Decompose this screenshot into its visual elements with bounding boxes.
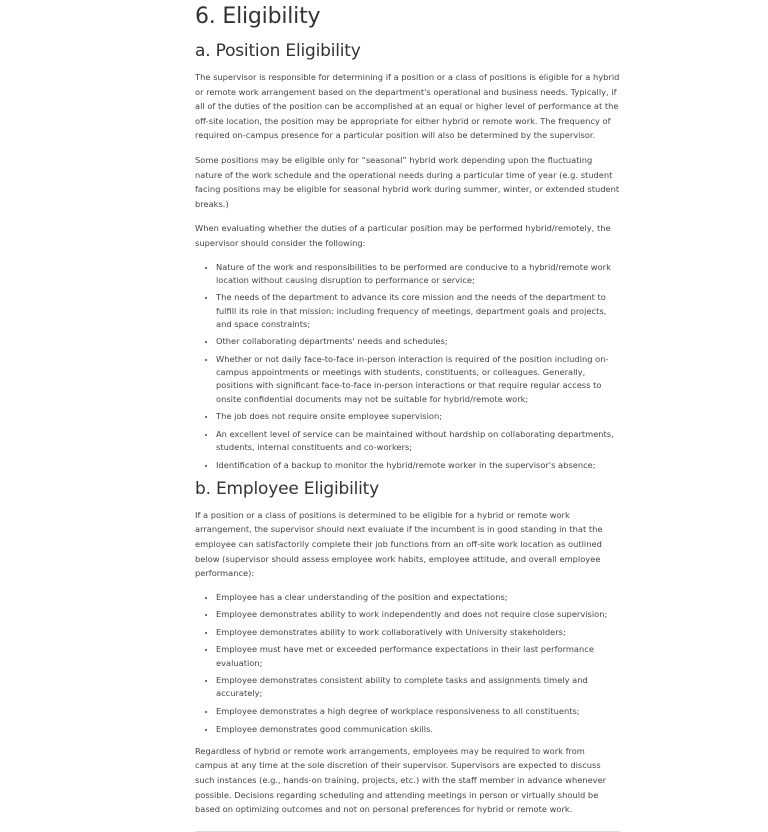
list-item: • Employee demonstrates a high degree of workplace responsiveness to all constituents;: [216, 705, 620, 718]
list-item: • Employee demonstrates good communication skills.: [216, 723, 620, 736]
list-item: • Other collaborating departments' needs and schedules;: [216, 335, 620, 348]
list-item: • The job does not require onsite employee supervision;: [216, 410, 620, 423]
employee-criteria-list: [195, 591, 620, 736]
list-item: • Employee demonstrates consistent ability to complete tasks and assignments timely and accurately;: [216, 674, 620, 700]
list-item: • Whether or not daily face-to-face in-person interaction is required of the position including on-campus appointments or meetings with students, constituents, or colleagues. Generally, positions with significant face-to-face in-person interactions or that require regular access to onsite confidential documents may not be suitable for hybrid/remote work;: [216, 353, 620, 406]
list-item: • An excellent level of service can be maintained without hardship on collaborating departments, students, internal constituents and co-workers;: [216, 428, 620, 454]
employee-intro-paragraph: If a position or a class of positions is determined to be eligible for a hybrid or remote work arrangement, the supervisor should next evaluate if the incumbent is in good standing in that the employee can satisfactorily complete their job functions from an off-site work location as outlined below (supervisor should assess employee work habits, employee attitude, and overall employee performance):: [195, 509, 603, 579]
list-item: • Employee demonstrates ability to work independently and does not require close supervision;: [216, 608, 620, 621]
list-item: • Nature of the work and responsibilities to be performed are conducive to a hybrid/remote work location without causing disruption to performance or service;: [216, 261, 620, 287]
position-criteria-list: [195, 261, 620, 472]
position-eligibility-heading: a. Position Eligibility: [195, 41, 361, 61]
employee-eligibility-heading: b. Employee Eligibility: [195, 478, 379, 499]
position-paragraph-2: Some positions may be eligible only for “seasonal” hybrid work depending upon the fluctuating nature of the work schedule and the operational needs during a particular time of year (e.g. student facing positions may be eligible for seasonal hybrid work during summer, winter, or extended student breaks.): [195, 154, 620, 209]
closing-paragraph: Regardless of hybrid or remote work arrangements, employees may be required to work from campus at any time at the sole discretion of their supervisor. Supervisors are expected to discuss such instances (e.g., hands-on training, projects, etc.) with the staff member in advance whenever possible. Decisions regarding scheduling and attending meetings in person or virtually should be based on optimizing outcomes and not on personal preferences for hybrid or remote work.: [195, 745, 607, 815]
position-paragraph-1: The supervisor is responsible for determining if a position or a class of positions is eligible for a hybrid or remote work arrangement based on the department's operational and business needs. Typically, if all of the duties of the position can be accomplished at an equal or higher level of performance at the off-site location, the position may be appropriate for either hybrid or remote work. The frequency of required on-campus presence for a particular position will also be determined by the supervisor.: [195, 72, 620, 141]
list-item: • Employee must have met or exceeded performance expectations in their last performance evaluation;: [216, 643, 620, 669]
position-paragraph-3: When evaluating whether the duties of a particular position may be performed hybrid/remotely, the supervisor should consider the following:: [195, 223, 611, 248]
policy-content: [195, 0, 620, 832]
list-item: • Employee has a clear understanding of the position and expectations;: [216, 591, 620, 604]
list-item: • Employee demonstrates ability to work collaboratively with University stakeholders;: [216, 626, 620, 639]
section-title: 6. Eligibility: [195, 4, 321, 29]
list-item: • Identification of a backup to monitor the hybrid/remote worker in the supervisor's absence;: [216, 459, 620, 472]
list-item: • The needs of the department to advance its core mission and the needs of the department to fulfill its role in that mission: including frequency of meetings, department goals and projects, and space constraints;: [216, 291, 620, 331]
